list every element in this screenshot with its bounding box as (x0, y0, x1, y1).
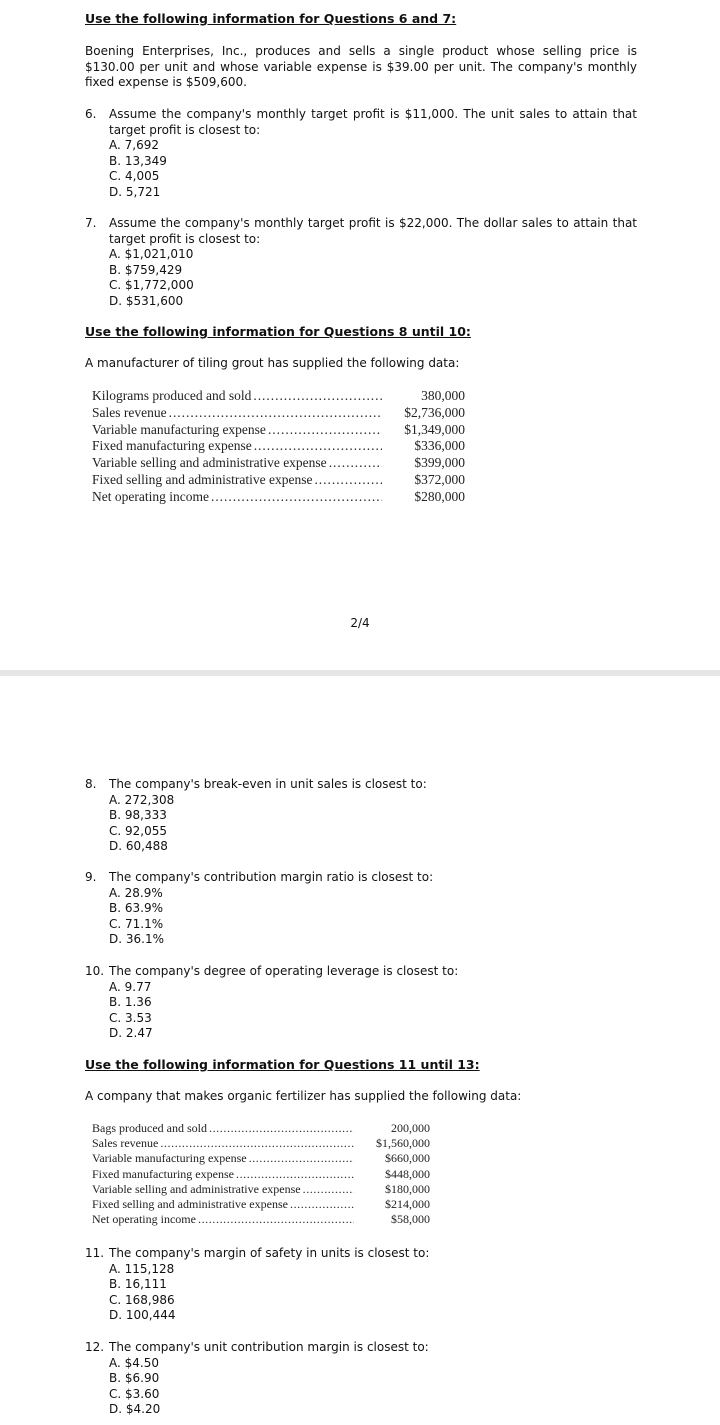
table-row-label: Variable selling and administrative expense (92, 455, 327, 471)
table-row-value: $1,349,000 (404, 421, 465, 437)
answer-options (109, 247, 637, 309)
answer-option: C. 3.53 (109, 1010, 152, 1025)
question-stem: The company's unit contribution margin is closest to: (109, 1340, 429, 1354)
question-stem: The company's margin of safety in units is closest to: (109, 1246, 430, 1260)
question-number: 8. (85, 777, 97, 791)
answer-option: C. 4,005 (109, 169, 160, 183)
table-row (92, 388, 465, 405)
answer-option: B. 63.9% (109, 901, 163, 915)
table-row (92, 489, 465, 506)
section-intro-q11-13: A company that makes organic fertilizer has supplied the following data: (85, 1089, 522, 1103)
table-row (92, 455, 465, 472)
answer-option: B. 16,111 (109, 1277, 167, 1291)
answer-options (109, 980, 637, 1042)
section-heading-q8-10: Use the following information for Questions 8 until 10: (85, 324, 471, 339)
table-row-label: Net operating income (92, 488, 209, 504)
table-row-label: Fixed manufacturing expense (92, 1166, 234, 1181)
answer-option: C. 71.1% (109, 916, 164, 931)
answer-option: B. 13,349 (109, 153, 167, 168)
table-row-label: Variable manufacturing expense (92, 421, 266, 437)
answer-option: A. 9.77 (109, 979, 152, 994)
answer-options (109, 1356, 637, 1418)
section-intro-q6-7: Boening Enterprises, Inc., produces and sells a single product whose selling price is $130.00 per unit and whose variable expense is $39.00 per unit. The company's monthly fixed expense is $509,600. (85, 44, 637, 89)
answer-option: A. 28.9% (109, 885, 163, 900)
table-row-label: Kilograms produced and sold (92, 388, 252, 403)
document-page-1 (0, 0, 720, 670)
table-row-value: $58,000 (391, 1212, 430, 1227)
table-row (92, 1121, 430, 1136)
table-row (92, 1151, 430, 1166)
table-row (92, 472, 465, 489)
question-9 (85, 870, 637, 948)
question-11 (85, 1246, 637, 1324)
question-number: 9. (85, 870, 97, 884)
answer-option: B. 1.36 (109, 995, 152, 1009)
table-row-label: Net operating income (92, 1212, 196, 1227)
table-row-label: Fixed selling and administrative expense (92, 1196, 288, 1211)
answer-option: C. 92,055 (109, 823, 167, 838)
data-table-organic-fertilizer (92, 1121, 430, 1227)
table-row-value: 200,000 (391, 1121, 430, 1135)
answer-option: B. 98,333 (109, 808, 167, 822)
table-row-label: Fixed selling and administrative expense (92, 471, 313, 487)
table-row-value: $180,000 (385, 1181, 430, 1196)
table-row (92, 1167, 430, 1182)
answer-options (109, 793, 637, 855)
question-12 (85, 1340, 637, 1418)
table-row (92, 1212, 430, 1227)
table-row (92, 405, 465, 422)
answer-option: A. $4.50 (109, 1355, 159, 1370)
answer-option: C. $3.60 (109, 1386, 160, 1401)
table-row-value: $1,560,000 (376, 1136, 430, 1151)
data-table-tiling-grout (92, 388, 465, 506)
question-stem: Assume the company's monthly target profit is $11,000. The unit sales to attain that target profit is closest to: (109, 107, 637, 137)
table-row-value: 380,000 (421, 388, 465, 403)
question-7 (85, 216, 637, 309)
page-number: 2/4 (350, 616, 370, 630)
table-row-value: $372,000 (414, 471, 465, 487)
answer-option: A. 7,692 (109, 138, 159, 152)
question-stem: The company's break-even in unit sales is closest to: (109, 777, 427, 791)
question-8 (85, 777, 637, 855)
answer-options (109, 886, 637, 948)
answer-option: A. 272,308 (109, 792, 175, 807)
answer-options (109, 138, 637, 200)
answer-option: D. 2.47 (109, 1026, 153, 1040)
section-heading-q11-13: Use the following information for Questions 11 until 13: (85, 1057, 480, 1072)
table-row-label: Fixed manufacturing expense (92, 438, 252, 454)
question-stem: The company's degree of operating leverage is closest to: (109, 964, 459, 978)
question-number: 10. (85, 964, 105, 978)
question-number: 7. (85, 216, 97, 230)
answer-option: D. 60,488 (109, 839, 168, 853)
table-row-value: $660,000 (385, 1151, 430, 1166)
question-6 (85, 107, 637, 200)
table-row (92, 438, 465, 455)
table-row (92, 422, 465, 439)
answer-option: A. $1,021,010 (109, 247, 194, 261)
table-row (92, 1197, 430, 1212)
table-row-value: $399,000 (414, 455, 465, 471)
table-row-value: $214,000 (385, 1196, 430, 1211)
table-row-label: Bags produced and sold (92, 1121, 207, 1135)
table-row-label: Variable selling and administrative expense (92, 1181, 301, 1196)
answer-option: A. 115,128 (109, 1261, 175, 1276)
answer-option: D. $531,600 (109, 293, 184, 308)
answer-option: C. 168,986 (109, 1292, 175, 1307)
section-heading-q6-7: Use the following information for Questions 6 and 7: (85, 11, 457, 26)
table-row (92, 1136, 430, 1151)
question-10 (85, 964, 637, 1042)
answer-options (109, 1262, 637, 1324)
answer-option: D. $4.20 (109, 1402, 161, 1416)
answer-option: D. 36.1% (109, 932, 164, 946)
answer-option: B. $759,429 (109, 262, 183, 277)
answer-option: D. 100,444 (109, 1308, 176, 1322)
table-row-value: $336,000 (414, 438, 465, 454)
question-number: 11. (85, 1246, 105, 1260)
answer-option: D. 5,721 (109, 184, 161, 199)
table-row (92, 1182, 430, 1197)
table-row-value: $2,736,000 (404, 404, 465, 420)
table-row-label: Sales revenue (92, 1136, 159, 1151)
question-stem: Assume the company's monthly target profit is $22,000. The dollar sales to attain that target profit is closest to: (109, 216, 637, 246)
answer-option: C. $1,772,000 (109, 278, 194, 292)
table-row-value: $280,000 (414, 488, 465, 504)
table-row-value: $448,000 (385, 1166, 430, 1181)
question-number: 12. (85, 1340, 105, 1354)
section-intro-q8-10: A manufacturer of tiling grout has supplied the following data: (85, 356, 460, 370)
question-number: 6. (85, 107, 97, 121)
answer-option: B. $6.90 (109, 1371, 160, 1385)
table-row-label: Sales revenue (92, 404, 167, 420)
question-stem: The company's contribution margin ratio is closest to: (109, 870, 434, 884)
table-row-label: Variable manufacturing expense (92, 1151, 247, 1166)
